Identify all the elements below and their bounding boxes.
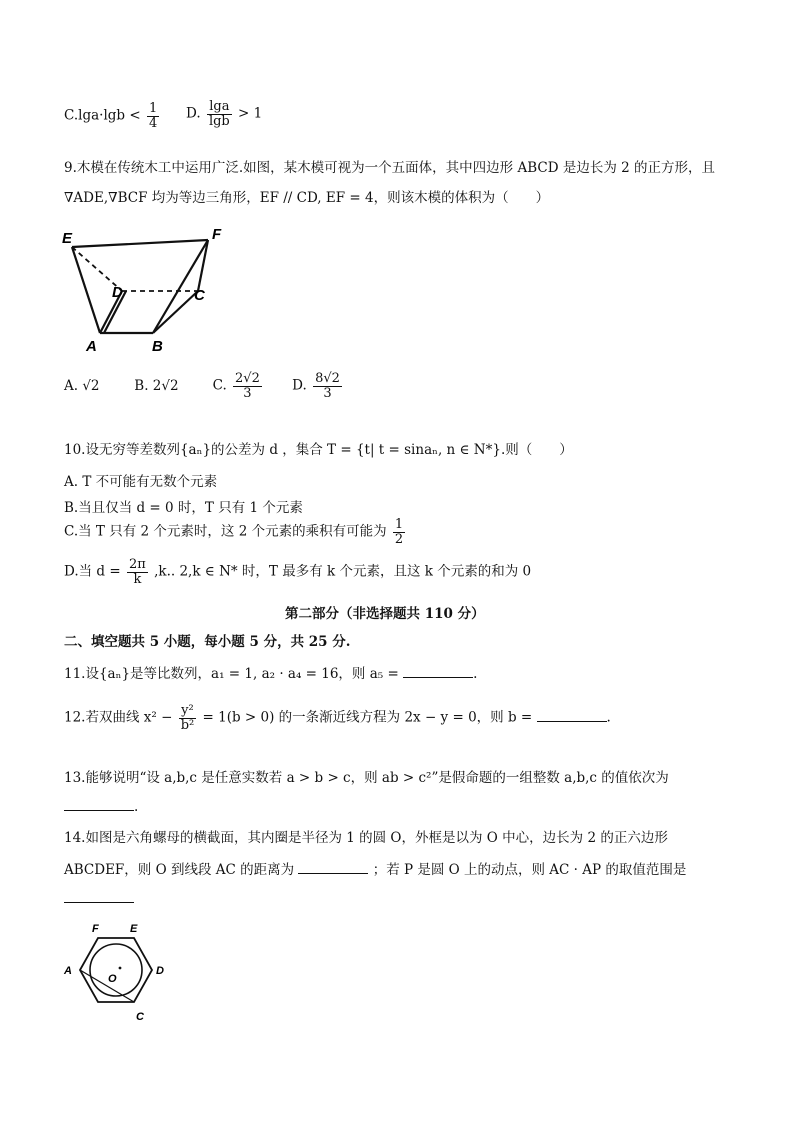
label-o: O [108, 973, 117, 985]
fraction: $\frac{2\pi}{k}$ [128, 557, 146, 587]
inner-circle [90, 944, 142, 996]
label-d: D [156, 965, 164, 977]
center-point-o [119, 967, 122, 970]
fraction: $\frac{\text{y²}}{\text{b²}}$ [180, 703, 195, 733]
label-d: D [112, 284, 123, 301]
q12: 12.若双曲线 x² − $\frac{\text{y²}}{\text{b²}}$ = 1(b > 0) 的一条渐近线方程为 2x − y = 0，则 b = . [64, 703, 611, 733]
q10-option-a: A. T 不可能有无数个元素 [64, 474, 218, 490]
q13-answer-line: . [64, 798, 138, 815]
part2-title: 第二部分（非选择题共 110 分） [285, 606, 485, 622]
answer-blank [64, 798, 134, 811]
q10-option-b: B.当且仅当 d = 0 时，T 只有 1 个元素 [64, 500, 303, 516]
q13-stem: 13.能够说明“设 a,b,c 是任意实数若 a > b > c，则 ab > c²”是假命题的一组整数 a,b,c 的值依次为 [64, 770, 669, 786]
q14-hexagon-nut-figure [58, 918, 188, 1028]
label-e: E [62, 230, 73, 247]
q10-stem: 10.设无穷等差数列{aₙ}的公差为 d ，集合 T = {t| t = sinaₙ, n ∈ N*}.则（ ） [64, 442, 573, 458]
fill-in-section-heading: 二、填空题共 5 小题，每小题 5 分，共 25 分. [64, 634, 351, 650]
label-b: B [152, 338, 163, 355]
answer-blank [64, 890, 134, 903]
answer-blank [537, 709, 607, 722]
label-f: F [92, 923, 99, 935]
outer-hexagon [80, 938, 152, 1002]
q8-option-c: C.lga·lgb < $\frac{1}{4}$ [64, 101, 158, 131]
edge-ef [72, 240, 208, 247]
answer-blank [298, 861, 368, 874]
fraction: $\frac{1}{2}$ [394, 517, 404, 547]
label-c: C [194, 287, 205, 304]
label-f: F [212, 226, 222, 243]
answer-blank [403, 665, 473, 678]
q8-option-d: D. $\frac{\lg a}{\lg b}$ > 1 [186, 99, 263, 129]
q10-option-c: C.当 T 只有 2 个元素时，这 2 个元素的乘积有可能为 $\frac{1}{2}$ [64, 517, 404, 547]
fraction: $\frac{\lg a}{\lg b}$ [208, 99, 230, 129]
fraction: $\frac{2√2}{3}$ [235, 371, 260, 401]
label-c: C [136, 1011, 144, 1023]
q14-answer-line [64, 890, 134, 907]
label-e: E [130, 923, 138, 935]
q9-pentahedron-figure [60, 225, 230, 355]
q11: 11.设{aₙ}是等比数列，a₁ = 1, a₂ · a₄ = 16，则 a₅ = . [64, 666, 478, 682]
q9-stem-line2: ∇ADE,∇BCF 均为等边三角形，EF // CD, EF = 4，则该木模的体积为（ ） [64, 190, 550, 206]
fraction: $\frac{1}{4}$ [148, 101, 158, 131]
label-a: A [86, 338, 97, 355]
q14-stem-line1: 14.如图是六角螺母的横截面，其内圈是半径为 1 的圆 O，外框是以为 O 中心，边长为 2 的正六边形 [64, 830, 668, 846]
fraction: $\frac{8√2}{3}$ [315, 371, 340, 401]
label-a: A [64, 965, 72, 977]
edge-bc [153, 291, 198, 333]
q9-stem-line1: 9.木模在传统木工中运用广泛.如图，某木模可视为一个五面体，其中四边形 ABCD 是边长为 2 的正方形，且 [64, 160, 715, 176]
q10-option-d: D.当 d = $\frac{2\pi}{k}$ ,k.. 2,k ∈ N* 时，T 最多有 k 个元素，且这 k 个元素的和为 0 [64, 557, 532, 587]
q14-stem-line2: ABCDEF，则 O 到线段 AC 的距离为 ；若 P 是圆 O 上的动点，则 AC · AP 的取值范围是 [64, 862, 687, 878]
q9-options: A. √2 B. 2√2 C. $\frac{2√2}{3}$ D. $\frac{8√2}{3}$ [64, 371, 340, 401]
